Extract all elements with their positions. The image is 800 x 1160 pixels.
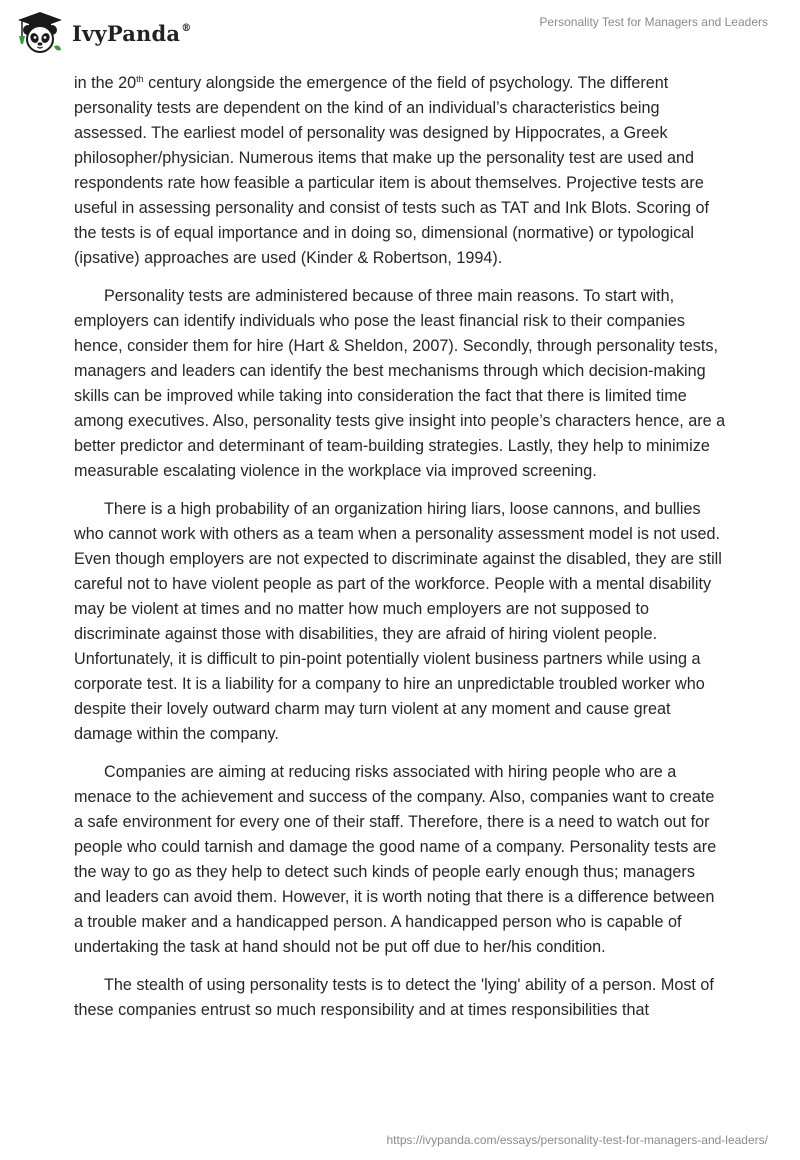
essay-body xyxy=(74,71,726,1036)
panda-graduate-icon xyxy=(14,10,66,56)
page-header xyxy=(0,0,800,66)
paragraph-5: The stealth of using personality tests is to detect the 'lying' ability of a person. Most of these companies entrust so much responsibility and at times responsibilities that xyxy=(74,976,714,1019)
paragraph-1-start: in the 20 xyxy=(74,74,137,92)
paragraph-1-rest: century alongside the emergence of the field of psychology. The different personality tests are dependent on the kind of an individual’s characteristics being assessed. The earliest model of personality was designed by Hippocrates, a Greek philosopher/physician. Numerous items that make up the personality test are used and respondents rate how feasible a particular item is about themselves. Projective tests are useful in assessing personality and consist of tests such as TAT and Ink Blots. Scoring of the tests is of equal importance and in doing so, dimensional (normative) or typological (ipsative) approaches are used (Kinder & Robertson, 1994). xyxy=(74,74,709,267)
ivypanda-logo[interactable] xyxy=(14,8,191,58)
source-url-link[interactable]: https://ivypanda.com/essays/personality-test-for-managers-and-leaders/ xyxy=(386,1133,768,1147)
registered-mark: ® xyxy=(181,22,192,34)
logo-wordmark xyxy=(72,21,191,46)
paragraph-1 xyxy=(74,71,726,271)
logo-text: IvyPanda xyxy=(72,20,181,46)
document-title: Personality Test for Managers and Leaders xyxy=(539,15,768,29)
paragraph-3: There is a high probability of an organization hiring liars, loose cannons, and bullies who cannot work with others as a team when a personality assessment model is not used. Even though employers are not expected to discriminate against the disabled, they are still careful not to have violent people as part of the workforce. People with a mental disability may be violent at times and no matter how much employers are not supposed to discriminate against those with disabilities, they are afraid of hiring violent people. Unfortunately, it is difficult to pin-point potentially violent business partners while using a corporate test. It is a liability for a company to hire an unpredictable troubled worker who despite their lovely outward charm may turn violent at any moment and cause great damage within the company. xyxy=(74,500,722,743)
ordinal-suffix: th xyxy=(136,74,144,84)
paragraph-2: Personality tests are administered because of three main reasons. To start with, employers can identify individuals who pose the least financial risk to their companies hence, consider them for hire (Hart & Sheldon, 2007). Secondly, through personality tests, managers and leaders can identify the best mechanisms through which decision-making skills can be improved while taking into consideration the fact that there is limited time among executives. Also, personality tests give insight into people’s characters hence, are a better predictor and determinant of team-building strategies. Lastly, they help to minimize measurable escalating violence in the workplace via improved screening. xyxy=(74,287,726,480)
paragraph-4: Companies are aiming at reducing risks associated with hiring people who are a menace to the achievement and success of the company. Also, companies want to create a safe environment for every one of their staff. Therefore, there is a need to watch out for people who could tarnish and damage the good name of a company. Personality tests are the way to go as they help to detect such kinds of people early enough thus; managers and leaders can avoid them. However, it is worth noting that there is a difference between a trouble maker and a handicapped person. A handicapped person who is capable of undertaking the task at hand should not be put off due to her/his condition. xyxy=(74,763,717,956)
